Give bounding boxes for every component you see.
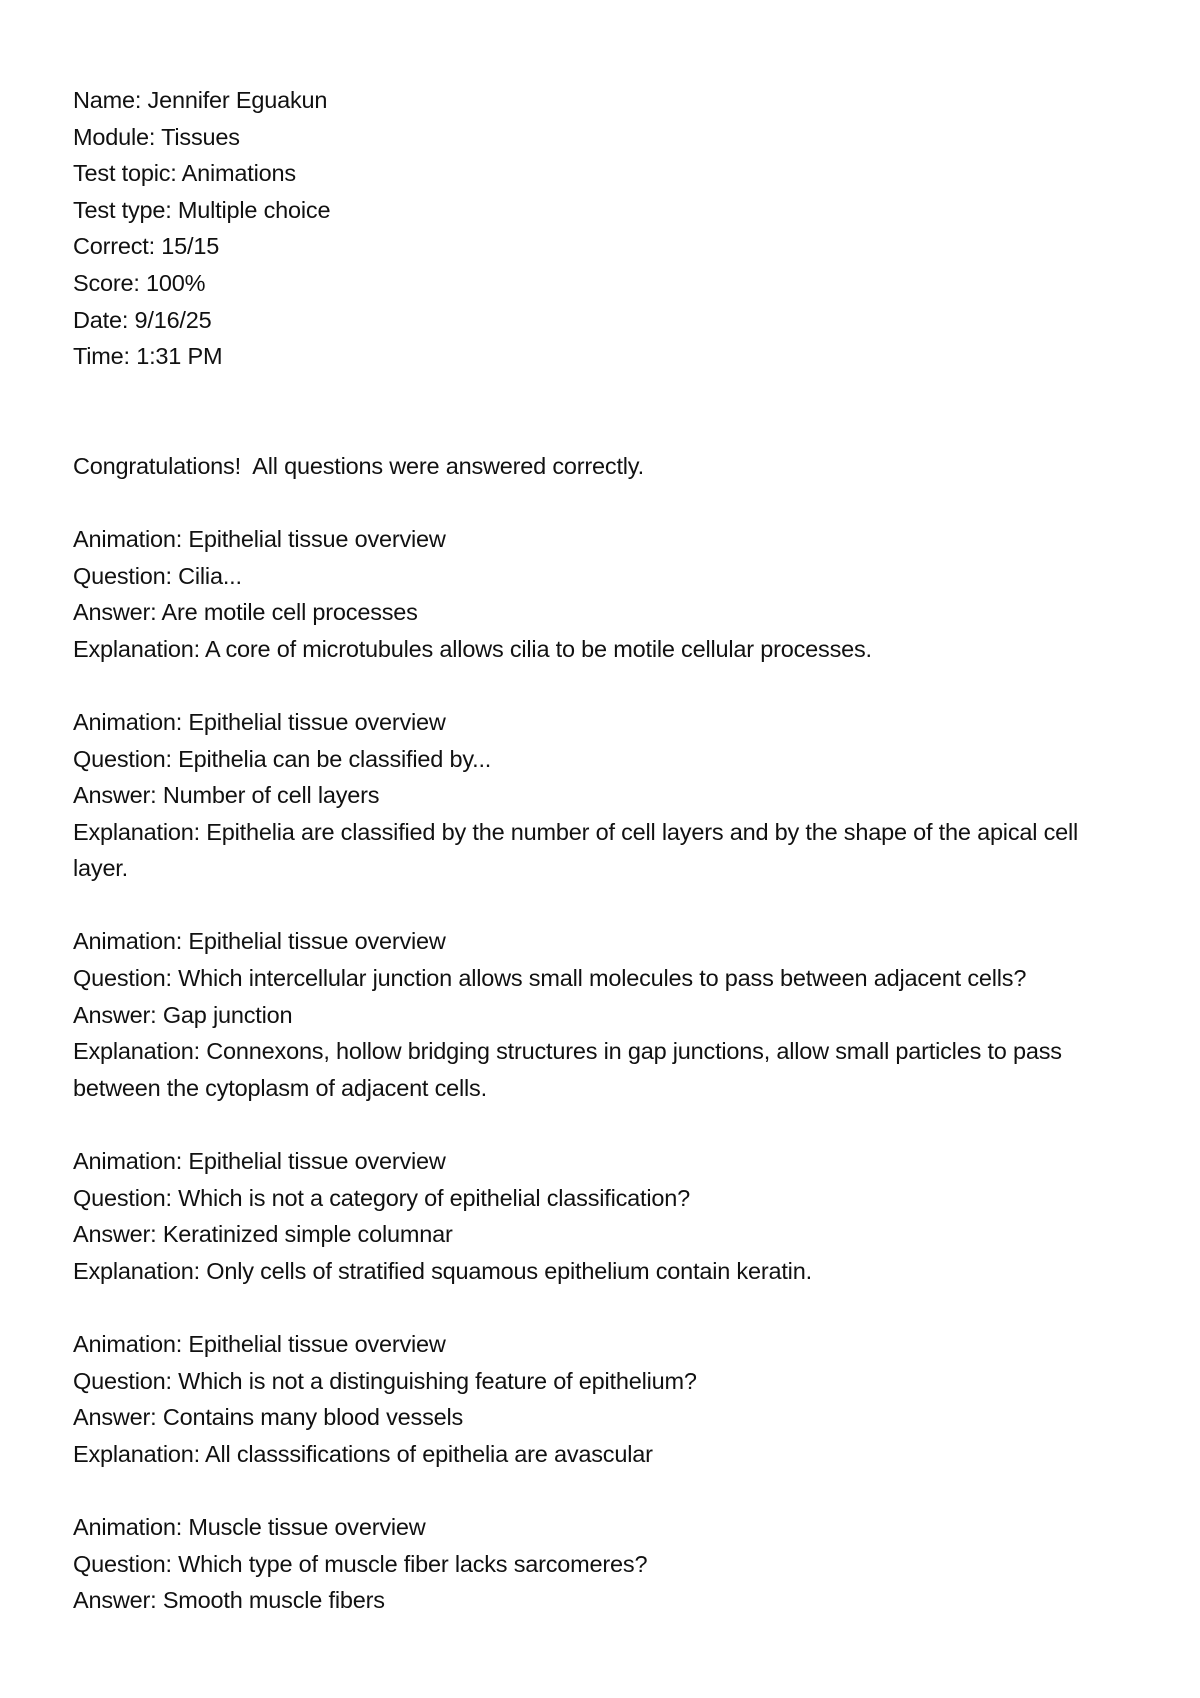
test-results-document	[73, 82, 1133, 1619]
explanation-text: Explanation: A core of microtubules allows cilia to be motile cellular processes.	[73, 635, 872, 662]
question-text: Question: Which intercellular junction allows small molecules to pass between adjacent cells?	[73, 965, 1027, 992]
question-block	[73, 923, 1133, 1106]
answer-text: Answer: Smooth muscle fibers	[73, 1587, 385, 1614]
question-block	[73, 704, 1133, 887]
question-text: Question: Which is not a distinguishing feature of epithelium?	[73, 1367, 697, 1394]
explanation-text: Explanation: Connexons, hollow bridging structures in gap junctions, allow small particles to pass between the cytoplasm of adjacent cells.	[73, 1038, 1069, 1101]
animation-label: Animation: Muscle tissue overview	[73, 1513, 426, 1540]
module-name: Module: Tissues	[73, 123, 240, 150]
question-block	[73, 1509, 1133, 1619]
answer-text: Answer: Are motile cell processes	[73, 599, 418, 626]
animation-label: Animation: Epithelial tissue overview	[73, 1331, 446, 1357]
test-type: Test type: Multiple choice	[73, 196, 331, 223]
congratulations-message: Congratulations! All questions were answered correctly.	[73, 452, 644, 479]
explanation-text: Explanation: Epithelia are classified by the number of cell layers and by the shape of the apical cell layer.	[73, 818, 1085, 882]
question-block	[73, 1143, 1133, 1289]
animation-label: Animation: Epithelial tissue overview	[73, 1148, 446, 1175]
question-text: Question: Which is not a category of epithelial classification?	[73, 1184, 691, 1211]
answer-text: Answer: Keratinized simple columnar	[73, 1221, 453, 1248]
explanation-text: Explanation: All classsifications of epithelia are avascular	[73, 1440, 653, 1467]
answer-text: Answer: Gap junction	[73, 1001, 293, 1028]
correct-count: Correct: 15/15	[73, 233, 220, 260]
results-header	[73, 82, 1133, 375]
test-topic: Test topic: Animations	[73, 160, 296, 187]
answer-text: Answer: Contains many blood vessels	[73, 1404, 464, 1431]
explanation-text: Explanation: Only cells of stratified squamous epithelium contain keratin.	[73, 1257, 812, 1284]
animation-label: Animation: Epithelial tissue overview	[73, 928, 446, 955]
answer-text: Answer: Number of cell layers	[73, 782, 380, 809]
question-text: Question: Cilia...	[73, 562, 242, 589]
student-name: Name: Jennifer Eguakun	[73, 87, 328, 113]
question-block	[73, 521, 1133, 667]
animation-label: Animation: Epithelial tissue overview	[73, 525, 446, 552]
question-text: Question: Which type of muscle fiber lacks sarcomeres?	[73, 1550, 648, 1577]
test-time: Time: 1:31 PM	[73, 343, 223, 370]
animation-label: Animation: Epithelial tissue overview	[73, 708, 446, 735]
test-date: Date: 9/16/25	[73, 306, 212, 333]
question-text: Question: Epithelia can be classified by...	[73, 745, 492, 772]
question-block	[73, 1326, 1133, 1472]
score: Score: 100%	[73, 269, 206, 296]
